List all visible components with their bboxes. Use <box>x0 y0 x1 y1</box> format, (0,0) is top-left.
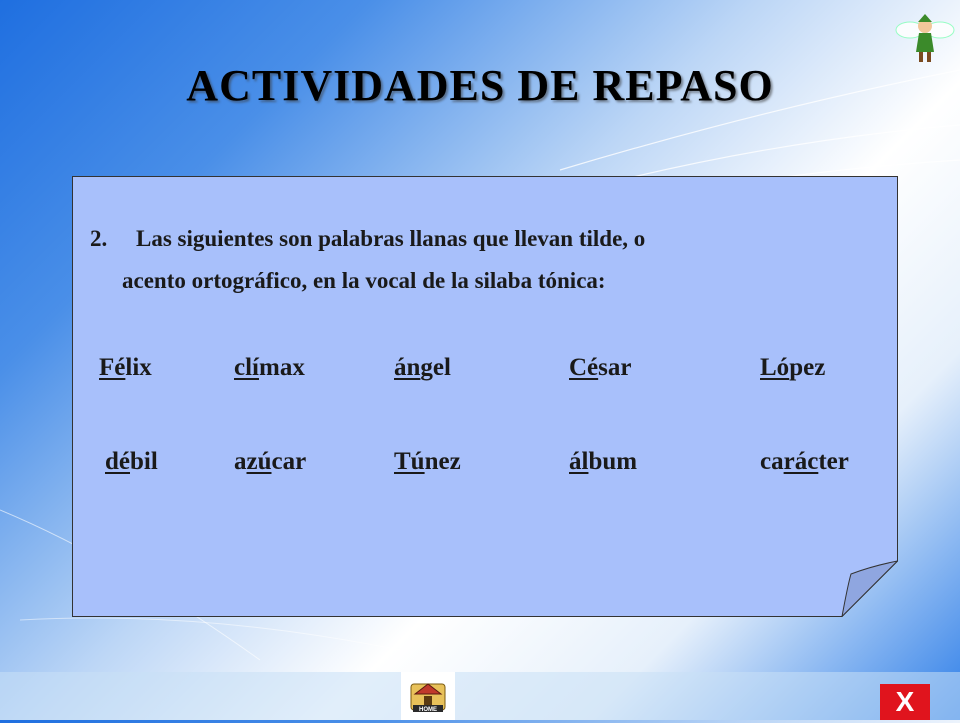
word-8: Túnez <box>394 448 461 475</box>
activity-card <box>72 176 898 617</box>
footer-band <box>0 672 960 720</box>
close-button[interactable]: X <box>880 684 930 720</box>
word-6: débil <box>105 448 158 475</box>
item-line-2: acento ortográfico, en la vocal de la silaba tónica: <box>122 268 606 293</box>
word-10: carácter <box>760 448 849 475</box>
item-line-1: Las siguientes son palabras llanas que llevan tilde, o <box>136 226 646 251</box>
word-7: azúcar <box>234 448 307 475</box>
svg-text:HOME: HOME <box>419 707 437 713</box>
fairy-icon <box>894 12 956 64</box>
word-9: álbum <box>569 448 638 475</box>
item-text <box>90 218 870 302</box>
slide-title: ACTIVIDADES DE REPASO <box>186 61 774 110</box>
word-5: López <box>760 354 826 381</box>
home-button[interactable] <box>401 672 455 720</box>
word-4: César <box>569 354 632 381</box>
word-3: ángel <box>394 354 451 381</box>
word-1: Félix <box>99 354 152 381</box>
word-2: clímax <box>234 354 305 381</box>
item-number: 2. <box>90 226 108 251</box>
home-icon <box>401 672 455 720</box>
